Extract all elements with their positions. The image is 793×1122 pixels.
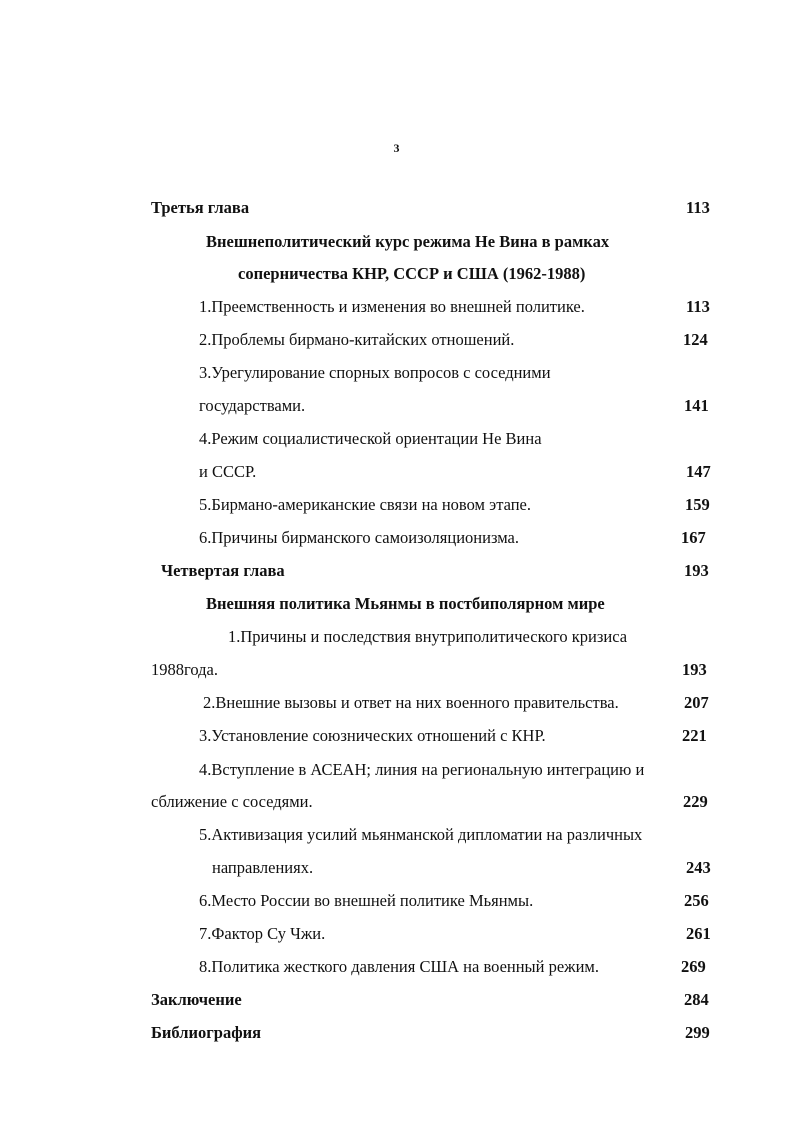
ch3-section-4-page: 147 bbox=[686, 462, 711, 481]
ch3-section-5: 5.Бирмано-американские связи на новом этапе. bbox=[199, 495, 531, 514]
bibliography-heading: Библиография bbox=[151, 1023, 262, 1042]
ch3-section-4-line-1: 4.Режим социалистической ориентации Не Вина bbox=[199, 429, 542, 448]
ch3-section-4-line-2: и СССР. bbox=[199, 462, 257, 481]
ch3-section-1: 1.Преемственность и изменения во внешней политике. bbox=[199, 297, 585, 316]
ch4-section-2-page: 207 bbox=[684, 693, 709, 712]
ch3-section-1-page: 113 bbox=[686, 297, 710, 316]
ch4-section-2: 2.Внешние вызовы и ответ на них военного правительства. bbox=[203, 693, 619, 712]
ch4-section-7-page: 261 bbox=[686, 924, 711, 943]
ch4-section-8-page: 269 bbox=[681, 957, 706, 976]
ch4-section-3: 3.Установление союзнических отношений с КНР. bbox=[199, 726, 546, 745]
chapter-4-page: 193 bbox=[684, 561, 709, 580]
ch4-section-5-page: 243 bbox=[686, 858, 711, 877]
ch4-section-7: 7.Фактор Су Чжи. bbox=[199, 924, 326, 943]
ch4-section-4-line-1: 4.Вступление в АСЕАН; линия на региональную интеграцию и bbox=[199, 760, 645, 779]
ch3-section-2-page: 124 bbox=[683, 330, 708, 349]
conclusion-page: 284 bbox=[684, 990, 709, 1009]
conclusion-heading: Заключение bbox=[151, 990, 242, 1009]
ch4-section-6: 6.Место России во внешней политике Мьянмы. bbox=[199, 891, 534, 910]
ch4-section-3-page: 221 bbox=[682, 726, 707, 745]
page-number: 3 bbox=[393, 141, 400, 155]
ch4-section-8: 8.Политика жесткого давления США на военный режим. bbox=[199, 957, 599, 976]
chapter-4-heading: Четвертая глава bbox=[161, 561, 285, 580]
bibliography-page: 299 bbox=[685, 1023, 710, 1042]
chapter-3-page: 113 bbox=[686, 198, 710, 217]
chapter-3-title-line-2: соперничества КНР, СССР и США (1962-1988) bbox=[238, 264, 586, 283]
chapter-3-heading: Третья глава bbox=[151, 198, 250, 217]
ch4-section-5-line-2: направлениях. bbox=[212, 858, 314, 877]
ch3-section-5-page: 159 bbox=[685, 495, 710, 514]
chapter-3-title-line-1: Внешнеполитический курс режима Не Вина в рамках bbox=[206, 232, 610, 251]
ch3-section-3-page: 141 bbox=[684, 396, 709, 415]
ch3-section-3-line-2: государствами. bbox=[199, 396, 306, 415]
ch4-section-6-page: 256 bbox=[684, 891, 709, 910]
ch4-section-1-line-2: 1988года. bbox=[151, 660, 218, 679]
ch4-section-4-page: 229 bbox=[683, 792, 708, 811]
ch4-section-4-line-2: сближение с соседями. bbox=[151, 792, 313, 811]
ch3-section-6: 6.Причины бирманского самоизоляционизма. bbox=[199, 528, 520, 547]
ch3-section-2: 2.Проблемы бирмано-китайских отношений. bbox=[199, 330, 515, 349]
chapter-4-title: Внешняя политика Мьянмы в постбиполярном мире bbox=[206, 594, 605, 613]
ch3-section-6-page: 167 bbox=[681, 528, 706, 547]
ch4-section-5-line-1: 5.Активизация усилий мьянманской дипломатии на различных bbox=[199, 825, 643, 844]
ch4-section-1-line-1: 1.Причины и последствия внутриполитического кризиса bbox=[228, 627, 628, 646]
ch4-section-1-page: 193 bbox=[682, 660, 707, 679]
ch3-section-3-line-1: 3.Урегулирование спорных вопросов с соседними bbox=[199, 363, 551, 382]
